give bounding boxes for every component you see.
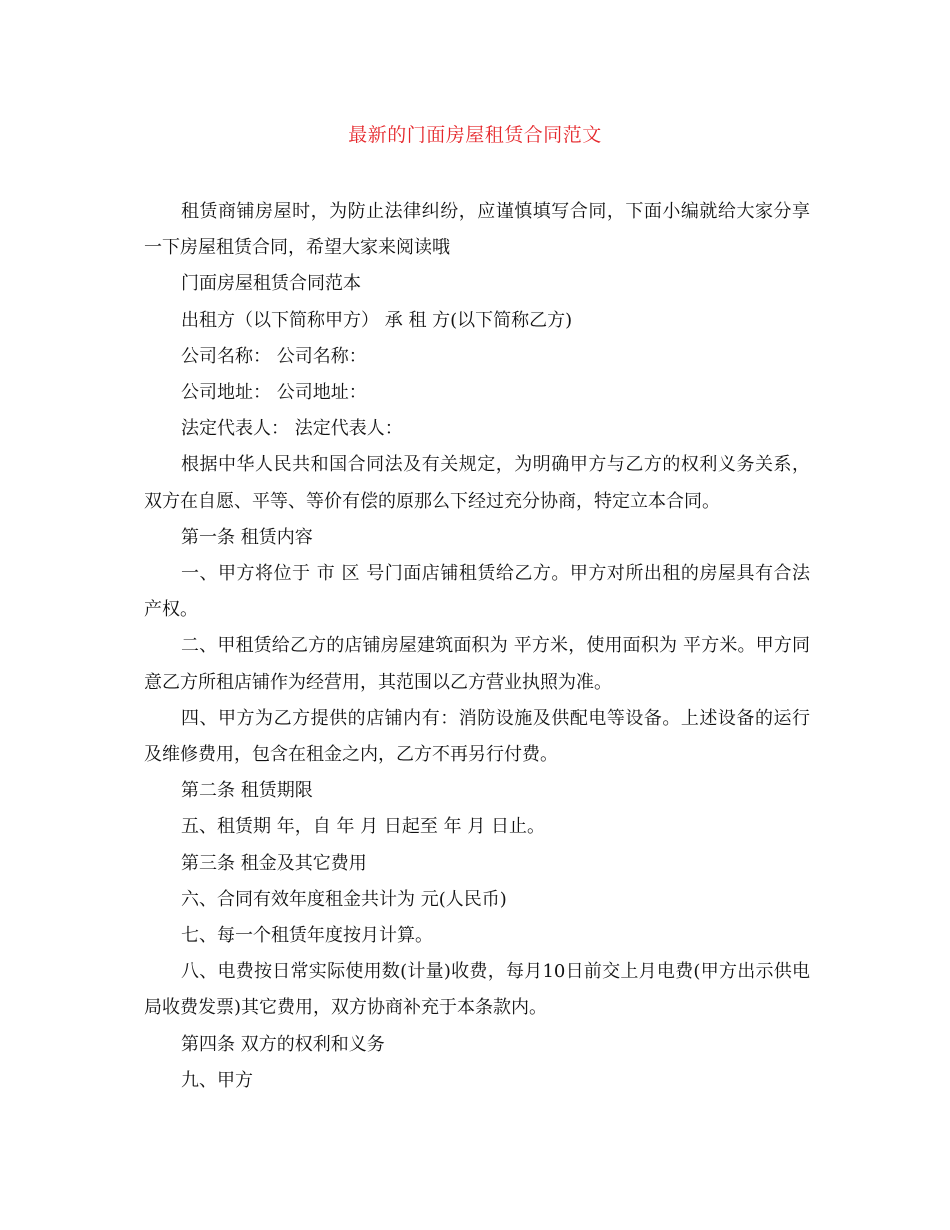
paragraph-preamble: 根据中华人民共和国合同法及有关规定，为明确甲方与乙方的权利义务关系，双方在自愿、平等、等价有偿的原那么下经过充分协商，特定立本合同。 [144, 454, 810, 512]
article-4-heading: 第四条 双方的权利和义务 [181, 1033, 385, 1055]
clause-5: 五、租赁期 年，自 年 月 日起至 年 月 日止。 [181, 816, 546, 838]
document-title: 最新的门面房屋租赁合同范文 [348, 124, 602, 146]
paragraph-parties: 出租方（以下简称甲方） 承 租 方(以下简称乙方) [181, 309, 573, 331]
article-3-heading: 第三条 租金及其它费用 [181, 852, 367, 874]
paragraph-intro: 租赁商铺房屋时，为防止法律纠纷，应谨慎填写合同，下面小编就给大家分享一下房屋租赁合同，希望大家来阅读哦 [144, 201, 810, 259]
paragraph-company-name: 公司名称： 公司名称： [181, 345, 367, 367]
article-2-heading: 第二条 租赁期限 [181, 780, 313, 802]
article-1-heading: 第一条 租赁内容 [181, 526, 313, 548]
paragraph-legal-representative: 法定代表人： 法定代表人： [181, 418, 403, 440]
clause-4: 四、甲方为乙方提供的店铺内有：消防设施及供配电等设备。上述设备的运行及维修费用，包含在租金之内，乙方不再另行付费。 [144, 707, 810, 766]
clause-2: 二、甲租赁给乙方的店铺房屋建筑面积为 平方米，使用面积为 平方米。甲方同意乙方所租店铺作为经营用，其范围以乙方营业执照为准。 [144, 635, 810, 693]
paragraph-template-heading: 门面房屋租赁合同范本 [181, 273, 361, 295]
clause-7: 七、每一个租赁年度按月计算。 [181, 925, 433, 947]
clause-8: 八、电费按日常实际使用数(计量)收费，每月10日前交上月电费(甲方出示供电局收费发票)其它费用，双方协商补充于本条款内。 [144, 961, 810, 1019]
clause-9: 九、甲方 [181, 1069, 253, 1091]
document-body [144, 194, 810, 1099]
clause-6: 六、合同有效年度租金共计为 元(人民币) [181, 888, 507, 910]
clause-1: 一、甲方将位于 市 区 号门面店铺租赁给乙方。甲方对所出租的房屋具有合法产权。 [144, 563, 810, 621]
paragraph-company-address: 公司地址： 公司地址： [181, 382, 367, 404]
